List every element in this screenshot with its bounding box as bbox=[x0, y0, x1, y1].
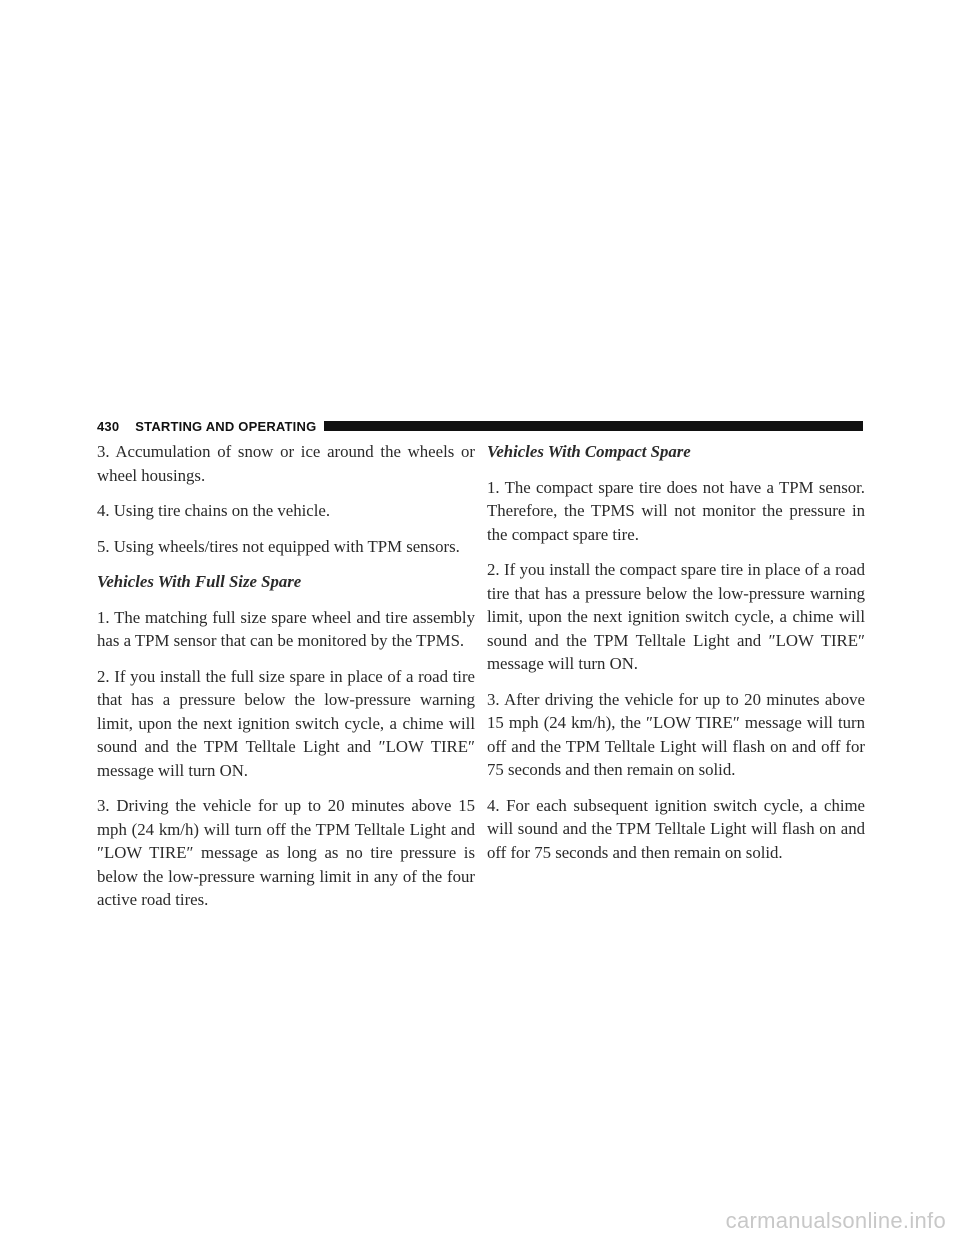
list-item: 3. Driving the vehicle for up to 20 minutes above 15 mph (24 km/h) will turn off the TPM Telltale Light and ″LOW TIRE″ message as long as no tire pressure is below the low-pressure warning limit in any of the four active road tires. bbox=[97, 796, 475, 909]
header-rule bbox=[324, 421, 863, 431]
full-size-spare-heading: Vehicles With Full Size Spare bbox=[97, 572, 302, 591]
list-item: 2. If you install the full size spare in place of a road tire that has a pressure below the low-pressure warning limit, upon the next ignition switch cycle, a chime will sound and the TPM Telltale Light and ″LOW TIRE″ message will turn ON. bbox=[97, 666, 475, 780]
section-title: STARTING AND OPERATING bbox=[135, 418, 317, 434]
list-item: 5. Using wheels/tires not equipped with TPM sensors. bbox=[97, 536, 460, 556]
left-column bbox=[97, 440, 475, 924]
list-item: 2. If you install the compact spare tire in place of a road tire that has a pressure below the low-pressure warning limit, upon the next ignition switch cycle, a chime will sound and the TPM Telltale Light and ″LOW TIRE″ message will turn ON. bbox=[487, 560, 865, 673]
list-item: 3. Accumulation of snow or ice around the wheels or wheel housings. bbox=[97, 442, 475, 485]
list-item: 4. For each subsequent ignition switch cycle, a chime will sound and the TPM Telltale Light will flash on and off for 75 seconds and then remain on solid. bbox=[487, 795, 865, 862]
list-item: 1. The matching full size spare wheel and tire assembly has a TPM sensor that can be monitored by the TPMS. bbox=[97, 607, 475, 650]
list-item: 3. After driving the vehicle for up to 20 minutes above 15 mph (24 km/h), the ″LOW TIRE″ message will turn off and the TPM Telltale Light will flash on and off for 75 seconds and then remain on solid. bbox=[487, 689, 865, 779]
page-number: 430 bbox=[97, 418, 120, 434]
list-item: 1. The compact spare tire does not have a TPM sensor. Therefore, the TPMS will not monitor the pressure in the compact spare tire. bbox=[487, 477, 865, 544]
compact-spare-heading: Vehicles With Compact Spare bbox=[487, 442, 691, 461]
right-column bbox=[487, 440, 865, 876]
list-item: 4. Using tire chains on the vehicle. bbox=[97, 501, 331, 520]
watermark: carmanualsonline.info bbox=[725, 1208, 946, 1233]
page-header bbox=[97, 418, 863, 434]
